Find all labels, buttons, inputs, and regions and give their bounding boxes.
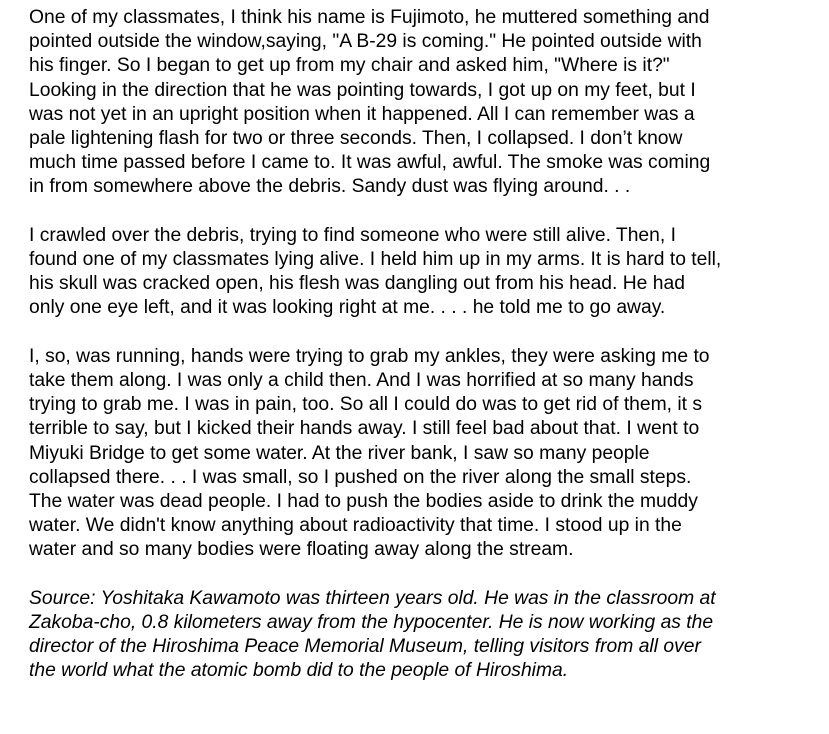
source-line: Source: Yoshitaka Kawamoto was thirteen years old. He was in the classroom at — [29, 587, 716, 609]
text-line: I, so, was running, hands were trying to grab my ankles, they were asking me to — [29, 345, 710, 367]
text-line: trying to grab me. I was in pain, too. So all I could do was to get rid of them, it s — [29, 394, 703, 416]
text-line: Looking in the direction that he was pointing towards, I got up on my feet, but I — [29, 79, 696, 101]
source-note — [29, 587, 819, 684]
text-line: The water was dead people. I had to push the bodies aside to drink the muddy — [29, 491, 698, 513]
text-line: much time passed before I came to. It was awful, awful. The smoke was coming — [29, 152, 711, 174]
text-line: his finger. So I began to get up from my chair and asked him, "Where is it?" — [29, 55, 670, 77]
text-line: pointed outside the window,saying, "A B-29 is coming." He pointed outside with — [29, 31, 702, 53]
text-line: terrible to say, but I kicked their hands away. I still feel bad about that. I went to — [29, 418, 700, 440]
source-line: Zakoba-cho, 0.8 kilometers away from the hypocenter. He is now working as the — [29, 612, 714, 634]
testimony-paragraph-2 — [29, 224, 819, 321]
text-line: Miyuki Bridge to get some water. At the river bank, I saw so many people — [29, 442, 650, 464]
text-line: One of my classmates, I think his name is Fujimoto, he muttered something and — [29, 7, 710, 28]
document-page — [29, 6, 819, 684]
testimony-paragraph-3 — [29, 345, 819, 563]
testimony-paragraph-1 — [29, 6, 819, 200]
text-line: pale lightening flash for two or three seconds. Then, I collapsed. I don’t know — [29, 128, 683, 150]
text-line: water. We didn't know anything about radioactivity that time. I stood up in the — [29, 515, 682, 537]
text-line: his skull was cracked open, his flesh was dangling out from his head. He had — [29, 273, 685, 295]
source-line: the world what the atomic bomb did to the people of Hiroshima. — [29, 660, 569, 682]
text-line: in from somewhere above the debris. Sandy dust was flying around. . . — [29, 176, 631, 198]
text-line: found one of my classmates lying alive. I held him up in my arms. It is hard to tell, — [29, 249, 722, 271]
text-line: I crawled over the debris, trying to find someone who were still alive. Then, I — [29, 224, 676, 246]
text-line: only one eye left, and it was looking right at me. . . . he told me to go away. — [29, 297, 666, 319]
text-line: was not yet in an upright position when it happened. All I can remember was a — [29, 103, 695, 125]
source-line: director of the Hiroshima Peace Memorial Museum, telling visitors from all over — [29, 636, 701, 658]
text-line: water and so many bodies were floating away along the stream. — [29, 539, 574, 561]
text-line: collapsed there. . . I was small, so I pushed on the river along the small steps. — [29, 466, 692, 488]
text-line: take them along. I was only a child then. And I was horrified at so many hands — [29, 370, 694, 392]
